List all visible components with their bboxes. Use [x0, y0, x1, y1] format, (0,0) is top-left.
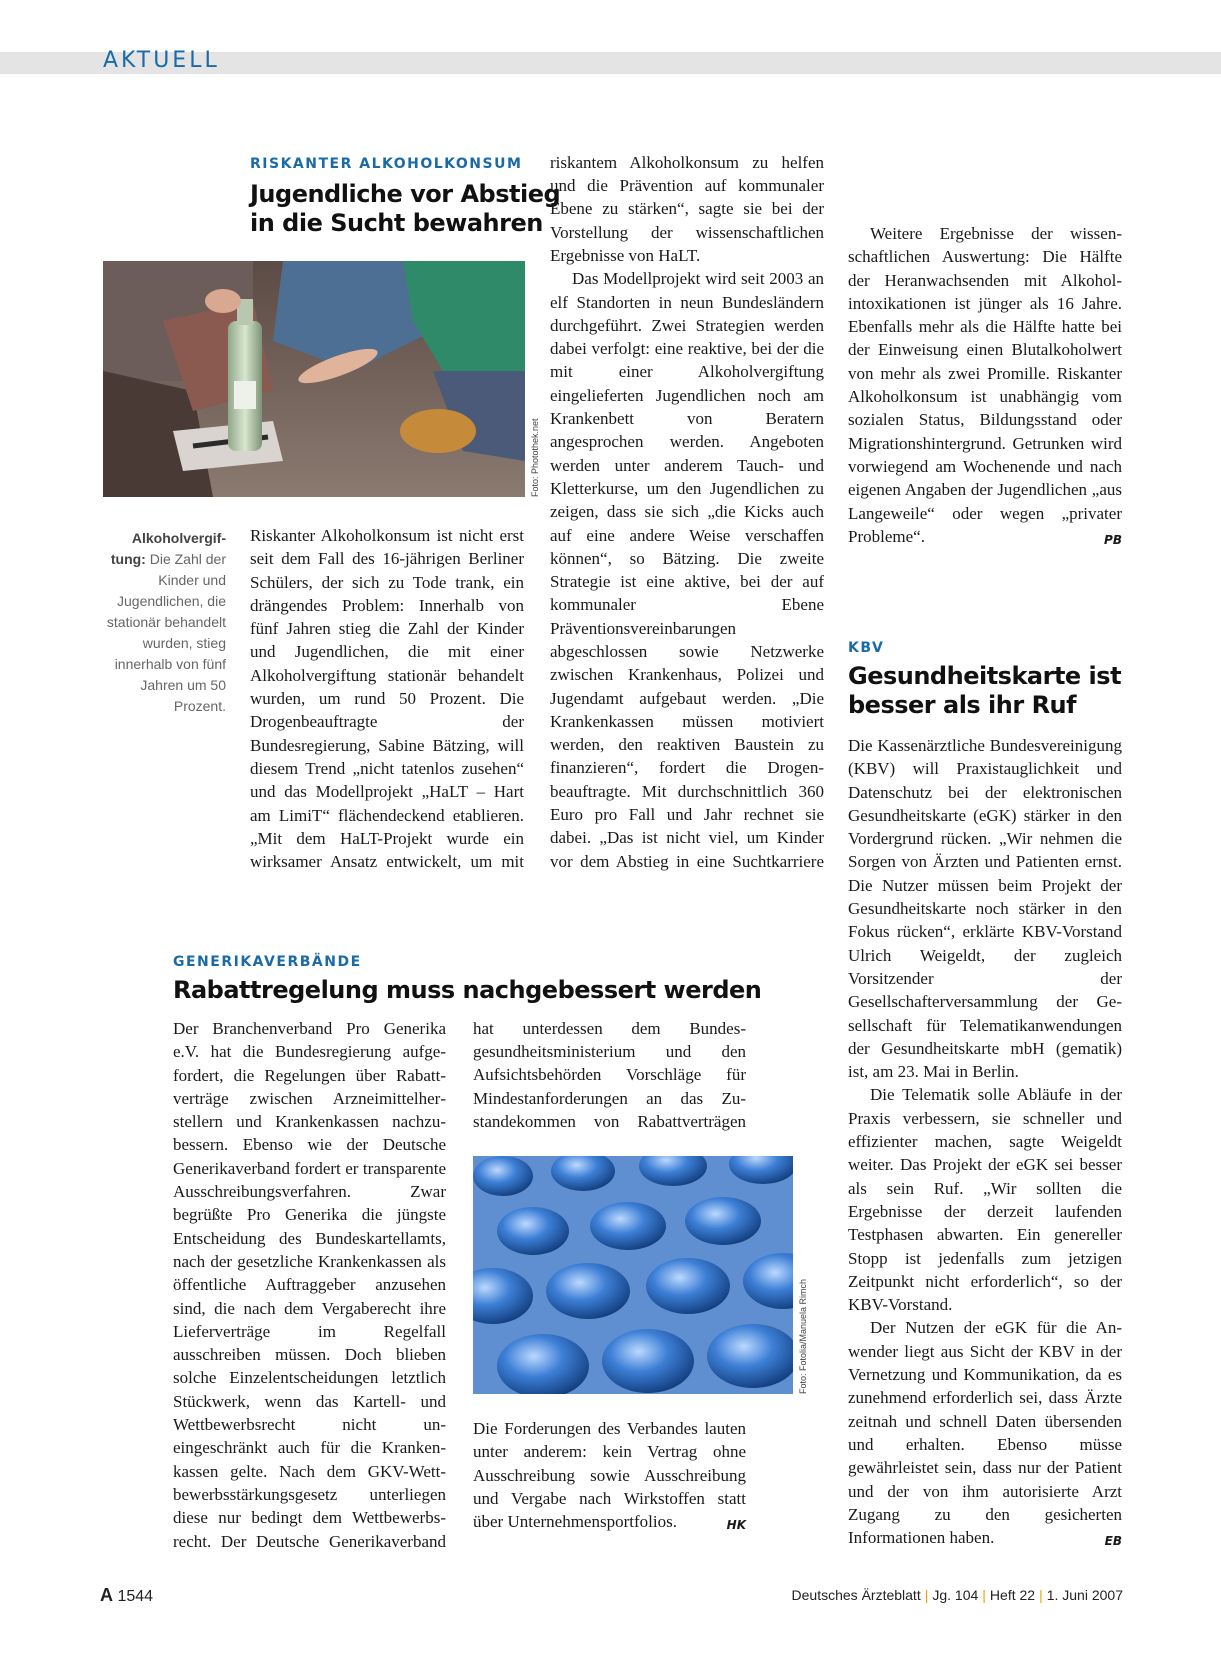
caption-text: Die Zahl der Kinder und Jugendlichen, die stationär behandelt wurden, stieg innerhalb von fünf Jahren um 50 Prozent. — [106, 551, 226, 714]
article1-photo-credit: Foto: Photothek.net — [530, 418, 540, 497]
article2-headline-line1: Gesundheitskarte ist — [848, 662, 1122, 690]
article1-p3 — [848, 222, 1122, 548]
article3-p1-continued: hat unterdessen dem Bundesgesundheitsministerium und den Aufsichtsbehörden Vorschläge für Mindestanforderungen an das Zustandekommen von Rabattverträgen — [473, 1018, 746, 1132]
journal-date: 1. Juni 2007 — [1046, 1587, 1123, 1603]
article1-col1 — [250, 524, 524, 874]
article3-p1-end — [473, 1417, 746, 1533]
article2-p3-text: Der Nutzen der eGK für die Anwender liegt aus Sicht der KBV in der Vernetzung und Kommunikation, da es zunehmend erforderlich sei, dass Ärzte zeitnah und schnell Daten übersenden und erhalten. Ebenso müsse gewährleistet sein, dass nur der Patient und der von ihm autorisierte Arzt Zugang zu den gesicherten Informationen haben. — [848, 1318, 1122, 1548]
article1-p1-continued: riskantem Alkoholkonsum zu helfen und die Prävention auf kommunaler Ebene zu stärken“, sagte sie bei der Vorstellung der wissenschaftlichen Ergebnisse von HaLT. — [550, 152, 824, 265]
article1-headline-line1: Jugendliche vor Abstieg — [250, 180, 561, 208]
page-number-value: 1544 — [117, 1588, 154, 1605]
journal-volume: Jg. 104 — [932, 1587, 979, 1603]
article1-author: PB — [1104, 532, 1122, 547]
article3-col2-top — [473, 1017, 746, 1133]
article3-col2-text: Die Forderungen des Verbandes lauten unter anderem: kein Vertrag ohne Ausschreibung sowie Ausschreibung und Vergabe nach Wirkstoffen statt über Unternehmensportfolios. — [473, 1419, 746, 1532]
article1-col2-continuation — [550, 152, 824, 267]
article1-col2 — [550, 152, 824, 874]
page-number — [100, 1585, 153, 1606]
page-prefix: A — [100, 1585, 113, 1605]
article2-p1: Die Kassenärztliche Bundesvereinigung (KBV) will Praxistauglichkeit und Datenschutz bei der elektronischen Gesundheitskarte (eGK) stärker in den Vordergrund rücken. „Wir nehmen die Sorgen von Ärzten und Patienten ernst. Die Nutzer müssen beim Projekt der Gesundheitskarte noch stärker in den Fokus rücken“, erklärte KBV-Vorstand Ulrich Weigeldt, der zugleich Vorsitzender der Gesellschafterversammlung der Gesellschaft für Telematikanwendungen der Gesundheitskarte mbH (gematik) ist, am 23. Mai in Berlin. — [848, 736, 1122, 1082]
article2-headline — [848, 662, 1121, 720]
article3-p1: Der Branchenverband Pro Generika e.V. hat die Bundesregierung aufgefordert, die Regelungen über Rabattverträge zwischen Arzneimittelherstellern und Krankenkassen nachzubessern. Ebenso wie der Deutsche Generikaverband fordert er transparente Ausschreibungsverfahren. Zwar begrüßte Pro Generika die jüngste Entscheidung des Bundeskartellamts, nach der gesetzliche Krankenkassen als öffentliche Auftraggeber anzusehen sind, die nach dem Vergaberecht ihre Lieferverträge im Regelfall ausschreiben müssen. Doch blieben solche Einzelentscheidungen letztlich Stückwerk, wenn das Kartell- und Wettbewerbsrecht nicht uneingeschränkt auch für die Krankenkassen gelte. Nach dem GKV-Wettbewerbsstärkungsgesetz unterliegen diese nur bedingt dem Wettbewerbsrecht. Der Deutsche Generikaverband — [173, 1019, 446, 1551]
article3-photo-credit: Foto: Fotolia/Manuela Rimch — [798, 1278, 808, 1394]
article3-col2-bottom — [473, 1417, 746, 1537]
article1-headline — [250, 180, 560, 238]
article3-headline: Rabattregelung muss nachgebessert werden — [173, 976, 762, 1004]
footer-journal-info: Deutsches Ärzteblatt | Jg. 104 | Heft 22 | 1. Juni 2007 — [791, 1587, 1123, 1603]
article2-kicker: KBV — [848, 640, 885, 656]
article1-p2: Das Modellprojekt wird seit 2003 an elf Standorten in neun Bundesländern durchgeführt. Zwei Strategien werden dabei verfolgt: eine reaktive, bei der die mit einer Alkoholvergiftung eingelieferten Jugendlichen noch am Krankenbett von Beratern angesprochen werden. Angeboten werden unter anderem Tauch- und Kletterkurse, um den Jugendlichen zu zeigen, dass sie sich „die Kicks auch auf eine andere Weise verschaffen können“, so Bätzing. Die zweite Strategie ist eine aktive, bei der auf kommunaler Ebene Präventionsvereinbarungen abgeschlossen sowie Netzwerke zwischen Krankenhaus, Polizei und Jugendamt aufgebaut werden. „Die Krankenkassen müssen motiviert werden, den reaktiven Baustein zu finanzieren“, fordert die Drogenbeauftragte. Mit durchschnittlich 360 Euro pro Fall und Jahr rechnet sie dabei. „Das ist nicht viel, um Kinder vor dem Abstieg in eine Suchtkarriere — [550, 269, 824, 871]
journal-name: Deutsches Ärzteblatt — [791, 1587, 921, 1603]
article3-col1 — [173, 1017, 446, 1553]
pills-photo — [473, 1156, 793, 1394]
article2-p2: Die Telematik solle Abläufe in der Praxis verbessern, sie schneller und effizienter machen, sagte Weigeldt weiter. Das Projekt der eGK sei besser als sein Ruf. „Wir sollten die Ergebnisse der derzeit laufenden Testphasen abwarten. Ein genereller Stopp ist jedenfalls zum jetzigen Zeitpunkt nicht erforderlich“, so der KBV-Vorstand. — [848, 1085, 1122, 1315]
article3-kicker: GENERIKAVERBÄNDE — [173, 954, 362, 970]
journal-issue: Heft 22 — [989, 1587, 1036, 1603]
article1-headline-line2: in die Sucht bewahren — [250, 209, 543, 237]
section-label: AKTUELL — [103, 48, 220, 73]
caption-bold: Alkoholvergif-tung: — [110, 530, 226, 567]
article2-body — [848, 734, 1122, 1553]
article1-p1: Riskanter Alkoholkonsum ist nicht erst seit dem Fall des 16-jährigen Berliner Schülers, der sich zu Tode trank, ein drängendes Problem: Innerhalb von fünf Jahren stieg die Zahl der Kinder und Jugendlichen, die mit einer Alkoholvergiftung stationär behandelt wurden, um rund 50 Prozent. Die Drogenbeauftragte der Bundesregierung, Sabine Bätzing, will diesem Trend „nicht tatenlos zusehen“ und das Modellprojekt „HaLT – Hart am LimiT“ flächendeckend etablieren. „Mit dem HaLT-Projekt wurde ein wirksamer Ansatz entwickelt, um mit — [250, 526, 524, 872]
article2-headline-line2: besser als ihr Ruf — [848, 691, 1077, 719]
article1-caption — [100, 528, 226, 717]
article1-p3-text: Weitere Ergebnisse der wissenschaftlichen Auswertung: Die Hälfte der Heranwachsenden mit Alkoholintoxikationen ist jünger als 16 Jahre. Ebenfalls mehr als die Hälfte hatte bei der Einweisung einen Blutalkoholwert von mehr als zwei Promille. Riskanter Alkoholkonsum ist unabhängig vom sozialen Status, Bildungsstand oder Migrationshintergrund. Getrunken wird vorwiegend am Wochenende und nach eigenen Angaben der Jugendlichen „aus Langeweile“ oder wegen „privater Probleme“. — [848, 224, 1122, 546]
article3-author: HK — [726, 1518, 746, 1533]
article2-author: EB — [1104, 1534, 1122, 1549]
article1-col3-carry — [848, 152, 1122, 222]
alcohol-photo — [103, 261, 525, 497]
article1-col3 — [848, 152, 1122, 572]
article1-kicker: RISKANTER ALKOHOLKONSUM — [250, 156, 523, 172]
article2-p3 — [848, 1316, 1122, 1549]
